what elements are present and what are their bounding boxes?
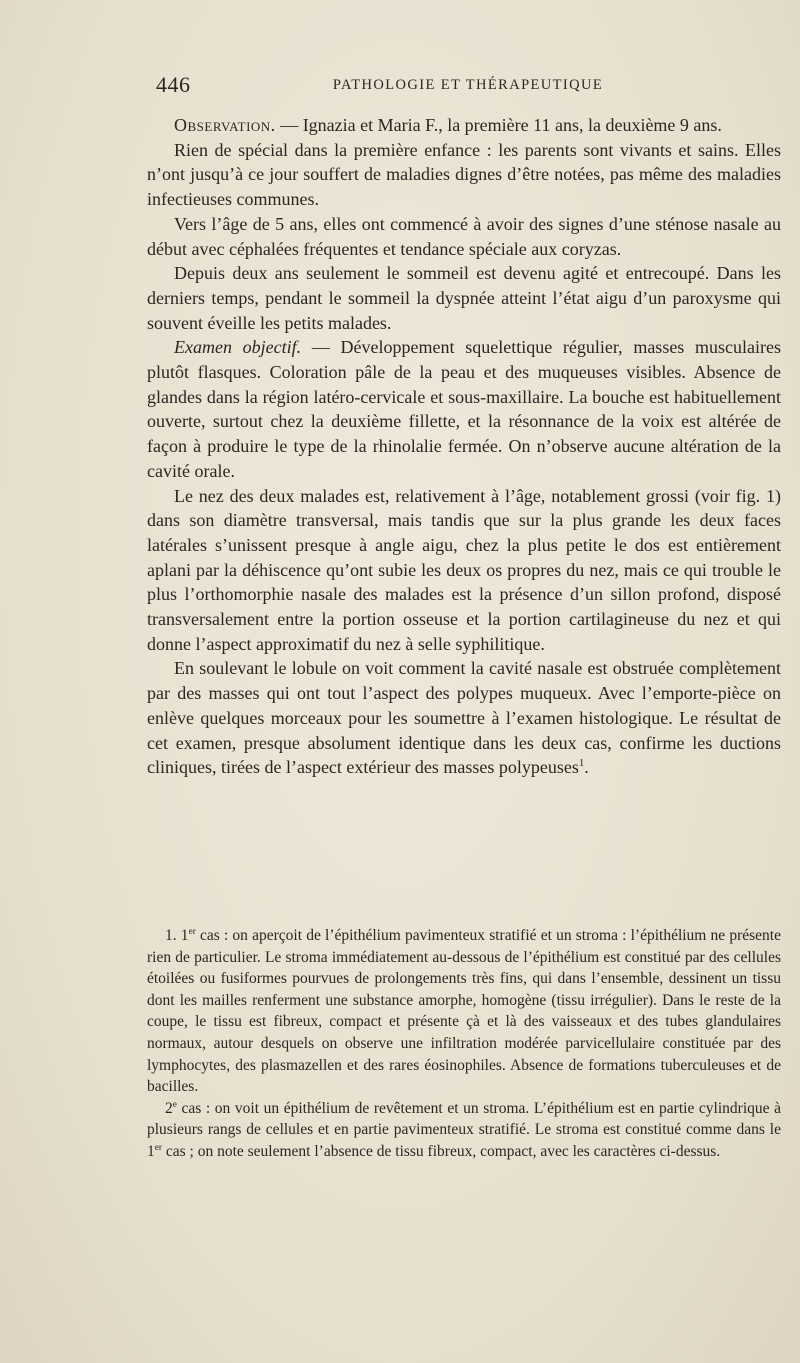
footnote-2-sup: e (172, 1099, 177, 1110)
footnote-2-number: 2 (165, 1099, 173, 1117)
polyps-end: . (584, 757, 589, 778)
exam-text: — Développement squelettique régulier, masses musculaires plutôt flasques. Coloration pâle de la peau et des muqueuses visibles. Absence de glandes dans la région latéro-cervicale et sous-maxillaire. La bouche est habituellement ouverte, surtout chez la deuxième fillette, et la résonnance de la voix est altérée de façon à produire le type de la rhinolalie fermée. On n’observe aucune altération de la cavité orale. (147, 337, 781, 481)
page-number: 446 (156, 72, 191, 97)
footnotes (147, 925, 781, 1163)
observation-label: Observation. (174, 115, 276, 135)
footnote-ref: 1 (578, 757, 585, 770)
footnote-1 (147, 925, 781, 1098)
footnote-1-text: cas : on aperçoit de l’épithélium pavimenteux stratifié et un stroma : l’épithélium ne présente rien de particulier. Le stroma immédiatement au-dessous de l’épithélium est constitué par des cellules étoilées ou fusiformes pourvues de prolongements très fins, qui dans l’ensemble, dessinent un tissu dont les mailles renferment une substance amorphe, homogène (tissu irrégulier). Dans le reste de la coupe, le tissu est fibreux, compact et présente çà et là des vaisseaux et des tubes glandulaires normaux, autour desquels on observe une infiltration modérée parvicellulaire constituée par des lymphocytes, des plasmazellen et des rares éosinophiles. Absence de formations tuberculeuses et de bacilles. (147, 927, 781, 1096)
main-text (147, 113, 781, 780)
polyps-text: En soulevant le lobule on voit comment la cavité nasale est obstruée complètement par des masses qui ont tout l’aspect des polypes muqueux. Avec l’emporte-pièce on enlève quelques morceaux pour les soumettre à l’examen histologique. Le résultat de cet examen, presque absolument identique dans les deux cas, confirme les ductions cliniques, tirées de l’aspect extérieur des masses polypeuses (147, 658, 781, 778)
paragraph-nose: Le nez des deux malades est, relativement à l’âge, notablement grossi (voir fig. 1) dans son diamètre transversal, mais tandis que sur la plus grande les deux faces latérales s’unissent presque à angle aigu, chez la plus petite le dos est entièrement aplani par la déhiscence qu’ont subie les deux os propres du nez, mais ce qui trouble le plus l’orthomorphie nasale des malades est la présence d’un sillon profond, disposé transversalement entre la portion osseuse et la portion cartilagineuse du nez et qui donne l’aspect approximatif du nez à selle syphilitique. (147, 485, 781, 654)
exam-label: Examen objectif. (174, 337, 302, 358)
footnote-2-text-a: cas : on voit un épithélium de revêtement et un stroma. L’épithélium est en partie cylindrique à plusieurs rangs de cellules et en partie pavimenteux stratifié. Le stroma est constitué comme dans le 1 (147, 1099, 781, 1160)
paragraph-polyps (147, 656, 781, 780)
footnote-2 (147, 1098, 781, 1163)
paragraph-onset: Vers l’âge de 5 ans, elles ont commencé à avoir des signes d’une sténose nasale au début avec céphalées fréquentes et tendance spéciale aux coryzas. (147, 213, 781, 259)
running-head: PATHOLOGIE ET THÉRAPEUTIQUE (332, 77, 604, 93)
footnote-1-sup: er (188, 926, 196, 937)
observation-text: — Ignazia et Maria F., la première 11 ans, la deuxième 9 ans. (275, 115, 722, 135)
page-header (156, 72, 780, 102)
paragraph-exam (147, 335, 781, 483)
paragraph-sleep: Depuis deux ans seulement le sommeil est devenu agité et entrecoupé. Dans les derniers temps, pendant le sommeil la dyspnée atteint l’état aigu d’un paroxysme qui souvent éveille les petits malades. (147, 263, 781, 333)
footnote-2-sup2: er (154, 1142, 162, 1153)
paragraph-observation (147, 113, 781, 138)
footnote-2-text-b: cas ; on note seulement l’absence de tissu fibreux, compact, avec les caractères ci-dessus. (161, 1142, 721, 1160)
paragraph-history: Rien de spécial dans la première enfance : les parents sont vivants et sains. Elles n’ont jusqu’à ce jour souffert de maladies dignes d’être notées, pas même des maladies infectieuses communes. (147, 139, 781, 210)
footnote-1-number: 1. 1 (165, 927, 189, 944)
